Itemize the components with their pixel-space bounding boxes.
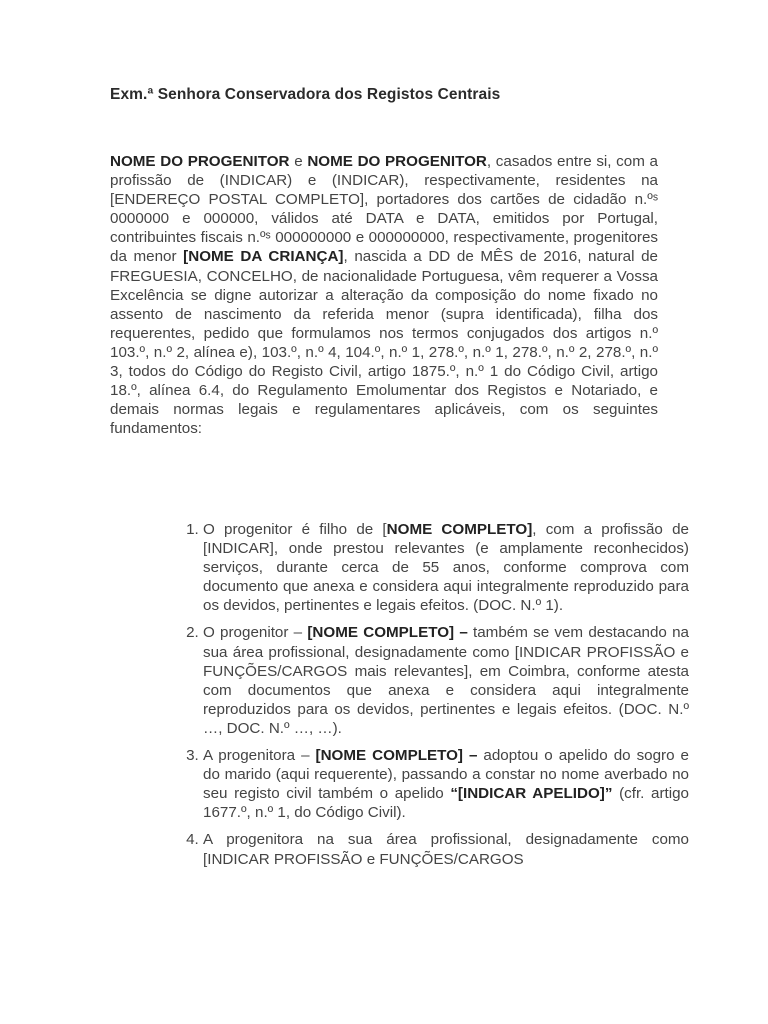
item-text: A progenitora na sua área profissional, designadamente como [INDICAR PROFISSÃO e FUNÇÕES/CARGOS bbox=[203, 831, 689, 868]
intro-text-1: e bbox=[289, 153, 308, 170]
item-bold: [NOME COMPLETO] – bbox=[315, 747, 478, 765]
progenitor-name-1: NOME DO PROGENITOR bbox=[110, 153, 290, 170]
item-text: O progenitor – bbox=[203, 624, 308, 642]
progenitor-name-2: NOME DO PROGENITOR bbox=[307, 153, 487, 170]
list-item bbox=[203, 623, 689, 738]
addressee-heading: Exm.ª Senhora Conservadora dos Registos Centrais bbox=[110, 86, 501, 103]
item-bold: “[INDICAR APELIDO]” bbox=[450, 785, 613, 803]
intro-text-3: , nascida a DD de MÊS de 2016, natural de FREGUESIA, CONCELHO, de nacionalidade Portuguesa, vêm requerer a Vossa Excelência se digne autorizar a alteração da composição do nome fixado no assento de nascimento da referida menor (supra identificada), filha dos requerentes, pedido que formulamos nos termos conjugados dos artigos n.º 103.º, n.º 2, alínea e), 103.º, n.º 4, 104.º, n.º 1, 278.º, n.º 1, 278.º, n.º 2, 278.º, n.º 3, todos do Código do Registo Civil, artigo 1875.º, n.º 1 do Código Civil, artigo 18.º, alínea 6.4, do Regulamento Emolumentar dos Registos e Notariado, e demais normas legais e regulamentares aplicáveis, com os seguintes fundamentos: bbox=[110, 248, 658, 438]
item-bold: NOME COMPLETO] bbox=[386, 521, 533, 538]
list-item bbox=[203, 520, 689, 615]
list-item bbox=[203, 746, 689, 822]
item-text: , com a profissão de [INDICAR], onde prestou relevantes (e amplamente reconhecidos) serviços, durante cerca de 55 anos, conforme comprova com documento que anexa e considera aqui integralmente reproduzido para os devidos, pertinentes e legais efeitos. (DOC. N.º 1). bbox=[203, 521, 689, 615]
item-text: A progenitora – bbox=[203, 747, 316, 765]
intro-text-2: , casados entre si, com a profissão de (INDICAR) e (INDICAR), respectivamente, residentes na [ENDEREÇO POSTAL COMPLETO], portadores dos cartões de cidadão n.ºˢ 0000000 e 000000, válidos até DATA e DATA, emitidos por Portugal, contribuintes fiscais n.ºˢ 000000000 e 000000000, respectivamente, progenitores da menor bbox=[110, 153, 659, 266]
item-text: O progenitor é filho de [ bbox=[203, 521, 387, 538]
item-text: também se vem destacando na sua área profissional, designadamente como [INDICAR PROFISSÃO e FUNÇÕES/CARGOS mais relevantes], em Coimbra, conforme atesta com documentos que anexa e considera aqui integralmente reproduzidos para os devidos, pertinentes e legais efeitos. (DOC. N.º …, DOC. N.º …, …). bbox=[203, 624, 689, 737]
item-text: (cfr. artigo 1677.º, n.º 1, do Código Civil). bbox=[203, 785, 689, 822]
grounds-list bbox=[172, 520, 689, 877]
item-bold: [NOME COMPLETO] – bbox=[307, 624, 468, 642]
item-text: adoptou o apelido do sogro e do marido (aqui requerente), passando a constar no nome averbado no seu registo civil também o apelido bbox=[203, 747, 689, 803]
list-item bbox=[203, 830, 689, 868]
child-name: [NOME DA CRIANÇA] bbox=[183, 248, 344, 266]
intro-paragraph bbox=[110, 152, 658, 438]
